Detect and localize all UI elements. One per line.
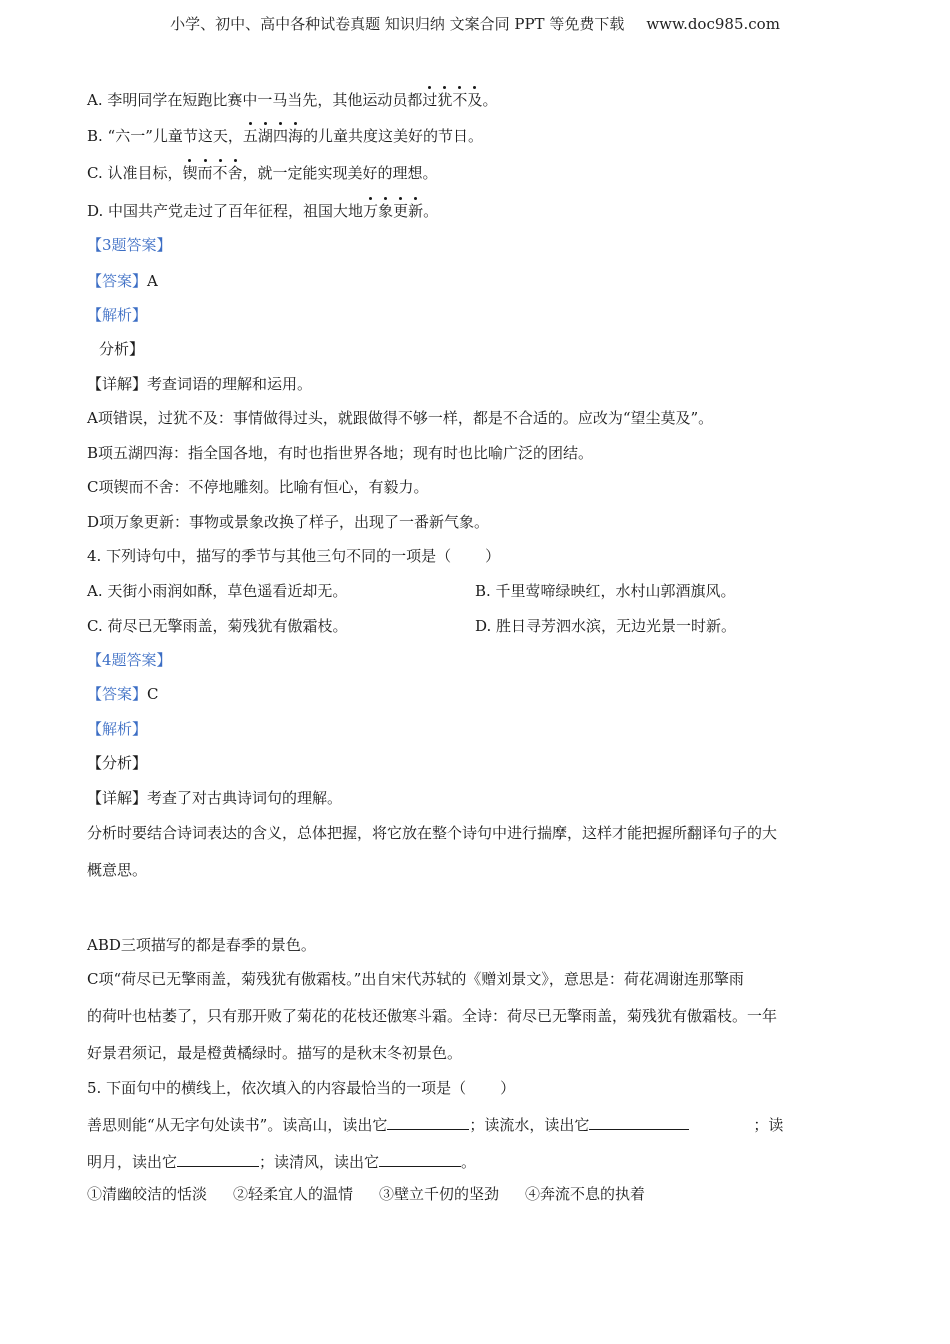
q4-para1-line1: 分析时要结合诗词表达的含义，总体把握，将它放在整个诗句中进行揣摩，这样才能把握所翻译句子的大 [87, 824, 778, 842]
q4-option-d: D. 胜日寻芳泗水滨，无边光景一时新。 [475, 617, 737, 635]
q3-option-c: C. 认准目标，锲而不舍，就一定能实现美好的理想。 [87, 164, 438, 182]
q4-stem: 4. 下列诗句中，描写的季节与其他三句不同的一项是（ ） [87, 547, 501, 565]
q5-choices [87, 1184, 645, 1204]
fill-blank-4[interactable] [379, 1150, 461, 1167]
q4-option-b: B. 千里莺啼绿映红，水村山郭酒旗风。 [475, 582, 736, 600]
q4-detail: 【详解】考查了对古典诗词句的理解。 [87, 789, 343, 807]
q3-detail-item-c: C项锲而不舍：不停地雕刻。比喻有恒心，有毅力。 [87, 478, 429, 496]
q5-sentence-line2: 明月，读出它 ；读清风，读出它 。 [87, 1150, 476, 1172]
q4-para1-line2: 概意思。 [87, 861, 148, 879]
header-text: 小学、初中、高中各种试卷真题 知识归纳 文案合同 PPT 等免费下载 [170, 15, 625, 33]
q3-option-a: A. 李明同学在短跑比赛中一马当先，其他运动员都过犹不及。 [87, 91, 498, 109]
q4-fenxi: 【分析】 [87, 754, 148, 772]
q5-choice-3: ③壁立千仞的坚劲 [379, 1185, 500, 1203]
q3-detail-item-d: D项万象更新：事物或景象改换了样子，出现了一番新气象。 [87, 513, 490, 531]
q5-choice-4: ④奔流不息的执着 [525, 1185, 646, 1203]
q5-sentence-line1: 善思则能“从无字句处读书”。读高山，读出它 ；读流水，读出它 ；读 [87, 1113, 783, 1135]
q4-options-row-2 [87, 616, 862, 636]
q3-detail-item-a: A项错误，过犹不及：事情做得过头，就跟做得不够一样，都是不合适的。应改为“望尘莫及”。 [87, 409, 714, 427]
q3-answer-line: 【答案】A [87, 272, 158, 290]
q4-option-a: A. 天街小雨润如酥，草色遥看近却无。 [87, 582, 348, 600]
q3-detail-item-b: B项五湖四海：指全国各地，有时也指世界各地；现有时也比喻广泛的团结。 [87, 444, 594, 462]
q5-choice-1: ①清幽皎洁的恬淡 [87, 1185, 208, 1203]
fill-blank-3[interactable] [177, 1150, 259, 1167]
q4-options-row-1 [87, 581, 862, 601]
q3-detail: 【详解】考查词语的理解和运用。 [87, 375, 313, 393]
q3-answer-heading: 【3题答案】 [87, 236, 172, 254]
q4-para3-line1: C项“荷尽已无擎雨盖，菊残犹有傲霜枝。”出自宋代苏轼的《赠刘景文》，意思是：荷花凋谢连那擎雨 [87, 970, 744, 988]
q4-option-c: C. 荷尽已无擎雨盖，菊残犹有傲霜枝。 [87, 617, 348, 635]
q5-choice-2: ②轻柔宜人的温情 [233, 1185, 354, 1203]
q4-para2: ABD三项描写的都是春季的景色。 [87, 936, 316, 954]
q4-answer-line: 【答案】C [87, 685, 159, 703]
header-url[interactable]: www.doc985.com [646, 15, 780, 33]
fill-blank-2[interactable] [589, 1113, 689, 1130]
q3-fenxi: 分析】 [99, 340, 145, 358]
q3-analysis-heading: 【解析】 [87, 306, 148, 324]
q3-option-d: D. 中国共产党走过了百年征程，祖国大地万象更新。 [87, 202, 439, 220]
q4-analysis-heading: 【解析】 [87, 720, 148, 738]
q4-answer-heading: 【4题答案】 [87, 651, 172, 669]
page-header [0, 13, 950, 34]
q4-para3-line3: 好景君须记，最是橙黄橘绿时。描写的是秋末冬初景色。 [87, 1044, 463, 1062]
q4-para3-line2: 的荷叶也枯萎了，只有那开败了菊花的花枝还傲寒斗霜。全诗：荷尽已无擎雨盖，菊残犹有傲霜枝。一年 [87, 1007, 778, 1025]
fill-blank-1[interactable] [387, 1113, 469, 1130]
q3-option-b: B. “六一”儿童节这天，五湖四海的儿童共度这美好的节日。 [87, 127, 483, 145]
q5-stem: 5. 下面句中的横线上，依次填入的内容最恰当的一项是（ ） [87, 1079, 516, 1097]
